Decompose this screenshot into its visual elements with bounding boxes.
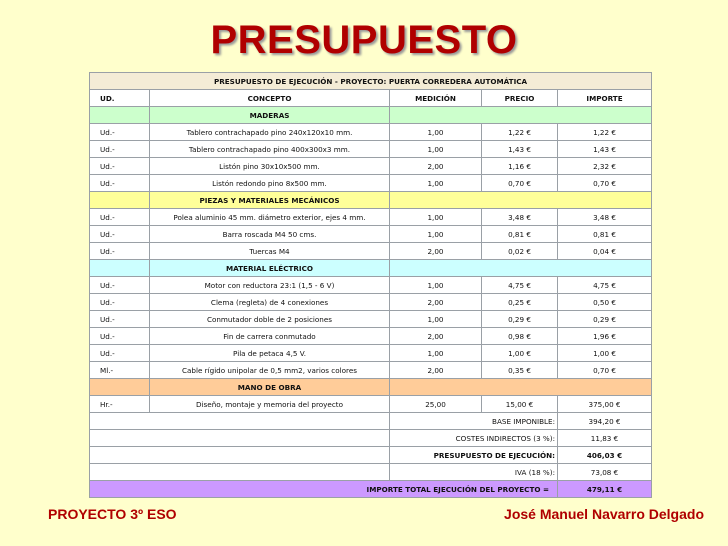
- cell-concept: Motor con reductora 23:1 (1,5 - 6 V): [150, 277, 390, 294]
- footer-project-label: PROYECTO 3º ESO: [48, 506, 177, 522]
- totals-label: PRESUPUESTO DE EJECUCIÓN:: [390, 447, 558, 464]
- totals-blank-cell: [90, 430, 390, 447]
- totals-label: COSTES INDIRECTOS (3 %):: [390, 430, 558, 447]
- cell-amount: 4,75 €: [558, 277, 652, 294]
- cell-quantity: 2,00: [390, 243, 482, 260]
- page-title-text: PRESUPUESTO: [210, 18, 518, 62]
- cell-quantity: 25,00: [390, 396, 482, 413]
- footer-author-name: José Manuel Navarro Delgado: [504, 506, 704, 522]
- cell-amount: 1,43 €: [558, 141, 652, 158]
- column-header-concepto: CONCEPTO: [150, 90, 390, 107]
- cell-amount: 0,29 €: [558, 311, 652, 328]
- cell-concept: Barra roscada M4 50 cms.: [150, 226, 390, 243]
- cell-quantity: 1,00: [390, 141, 482, 158]
- table-row: [90, 294, 652, 311]
- table-row: [90, 311, 652, 328]
- table-row: [90, 141, 652, 158]
- cell-quantity: 1,00: [390, 209, 482, 226]
- totals-blank-cell: [90, 447, 390, 464]
- cell-concept: Pila de petaca 4,5 V.: [150, 345, 390, 362]
- cell-price: 1,43 €: [482, 141, 558, 158]
- table-row: [90, 243, 652, 260]
- cell-quantity: 1,00: [390, 345, 482, 362]
- totals-value: 73,08 €: [558, 464, 652, 481]
- cell-quantity: 2,00: [390, 158, 482, 175]
- section-spacer-cell: [390, 260, 652, 277]
- totals-value: 11,83 €: [558, 430, 652, 447]
- cell-price: 0,29 €: [482, 311, 558, 328]
- cell-price: 0,35 €: [482, 362, 558, 379]
- cell-concept: Tablero contrachapado pino 400x300x3 mm.: [150, 141, 390, 158]
- totals-value: 406,03 €: [558, 447, 652, 464]
- section-label: MANO DE OBRA: [150, 379, 390, 396]
- section-label: PIEZAS Y MATERIALES MECÁNICOS: [150, 192, 390, 209]
- cell-amount: 0,70 €: [558, 362, 652, 379]
- table-header-title: PRESUPUESTO DE EJECUCIÓN - PROYECTO: PUERTA CORREDERA AUTOMÁTICA: [90, 73, 652, 90]
- cell-price: 15,00 €: [482, 396, 558, 413]
- cell-quantity: 2,00: [390, 294, 482, 311]
- table-column-headers: [90, 90, 652, 107]
- cell-unit: Ud.-: [90, 243, 150, 260]
- cell-unit: Ud.-: [90, 141, 150, 158]
- totals-row: [90, 430, 652, 447]
- cell-price: 0,25 €: [482, 294, 558, 311]
- grand-total-value: 479,11 €: [558, 481, 652, 498]
- budget-table-body: [90, 73, 652, 498]
- cell-amount: 0,81 €: [558, 226, 652, 243]
- cell-concept: Fin de carrera conmutado: [150, 328, 390, 345]
- cell-amount: 1,22 €: [558, 124, 652, 141]
- cell-unit: Hr.-: [90, 396, 150, 413]
- grand-total-label: IMPORTE TOTAL EJECUCIÓN DEL PROYECTO =: [90, 481, 558, 498]
- totals-row: [90, 413, 652, 430]
- section-header-row: [90, 192, 652, 209]
- section-spacer-cell: [390, 192, 652, 209]
- table-row: [90, 396, 652, 413]
- table-header-title-row: [90, 73, 652, 90]
- totals-label: IVA (18 %):: [390, 464, 558, 481]
- cell-unit: Ml.-: [90, 362, 150, 379]
- cell-quantity: 1,00: [390, 311, 482, 328]
- column-header-medicion: MEDICIÓN: [390, 90, 482, 107]
- cell-quantity: 1,00: [390, 175, 482, 192]
- cell-price: 0,98 €: [482, 328, 558, 345]
- cell-amount: 1,00 €: [558, 345, 652, 362]
- section-spacer-cell: [90, 107, 150, 124]
- table-row: [90, 345, 652, 362]
- cell-concept: Clema (regleta) de 4 conexiones: [150, 294, 390, 311]
- cell-quantity: 1,00: [390, 124, 482, 141]
- section-header-row: [90, 107, 652, 124]
- cell-amount: 2,32 €: [558, 158, 652, 175]
- cell-price: 3,48 €: [482, 209, 558, 226]
- cell-quantity: 2,00: [390, 362, 482, 379]
- cell-amount: 375,00 €: [558, 396, 652, 413]
- cell-price: 0,70 €: [482, 175, 558, 192]
- cell-unit: Ud.-: [90, 277, 150, 294]
- page-title: [0, 18, 728, 63]
- cell-amount: 3,48 €: [558, 209, 652, 226]
- totals-value: 394,20 €: [558, 413, 652, 430]
- cell-unit: Ud.-: [90, 209, 150, 226]
- cell-concept: Diseño, montaje y memoria del proyecto: [150, 396, 390, 413]
- cell-unit: Ud.-: [90, 158, 150, 175]
- table-row: [90, 362, 652, 379]
- cell-price: 0,81 €: [482, 226, 558, 243]
- section-spacer-cell: [90, 192, 150, 209]
- cell-unit: Ud.-: [90, 226, 150, 243]
- cell-unit: Ud.-: [90, 124, 150, 141]
- cell-price: 4,75 €: [482, 277, 558, 294]
- cell-unit: Ud.-: [90, 311, 150, 328]
- cell-quantity: 1,00: [390, 226, 482, 243]
- table-row: [90, 158, 652, 175]
- totals-label: BASE IMPONIBLE:: [390, 413, 558, 430]
- cell-quantity: 1,00: [390, 277, 482, 294]
- grand-total-row: [90, 481, 652, 498]
- cell-unit: Ud.-: [90, 175, 150, 192]
- section-header-row: [90, 260, 652, 277]
- cell-concept: Tuercas M4: [150, 243, 390, 260]
- cell-concept: Cable rígido unipolar de 0,5 mm2, varios colores: [150, 362, 390, 379]
- table-row: [90, 277, 652, 294]
- column-header-ud: UD.: [90, 90, 150, 107]
- cell-unit: Ud.-: [90, 294, 150, 311]
- totals-row: [90, 464, 652, 481]
- cell-amount: 0,04 €: [558, 243, 652, 260]
- cell-concept: Conmutador doble de 2 posiciones: [150, 311, 390, 328]
- cell-concept: Tablero contrachapado pino 240x120x10 mm.: [150, 124, 390, 141]
- section-spacer-cell: [90, 260, 150, 277]
- cell-quantity: 2,00: [390, 328, 482, 345]
- section-label: MATERIAL ELÉCTRICO: [150, 260, 390, 277]
- cell-price: 1,22 €: [482, 124, 558, 141]
- table-row: [90, 328, 652, 345]
- section-label: MADERAS: [150, 107, 390, 124]
- section-header-row: [90, 379, 652, 396]
- cell-amount: 1,96 €: [558, 328, 652, 345]
- cell-price: 0,02 €: [482, 243, 558, 260]
- budget-table: [89, 72, 652, 498]
- column-header-importe: IMPORTE: [558, 90, 652, 107]
- totals-row: [90, 447, 652, 464]
- cell-amount: 0,50 €: [558, 294, 652, 311]
- cell-concept: Polea aluminio 45 mm. diámetro exterior, ejes 4 mm.: [150, 209, 390, 226]
- cell-price: 1,16 €: [482, 158, 558, 175]
- cell-concept: Listón pino 30x10x500 mm.: [150, 158, 390, 175]
- table-row: [90, 124, 652, 141]
- column-header-precio: PRECIO: [482, 90, 558, 107]
- cell-unit: Ud.-: [90, 345, 150, 362]
- table-row: [90, 175, 652, 192]
- table-row: [90, 209, 652, 226]
- section-spacer-cell: [390, 379, 652, 396]
- table-row: [90, 226, 652, 243]
- totals-blank-cell: [90, 464, 390, 481]
- cell-amount: 0,70 €: [558, 175, 652, 192]
- totals-blank-cell: [90, 413, 390, 430]
- cell-concept: Listón redondo pino 8x500 mm.: [150, 175, 390, 192]
- section-spacer-cell: [390, 107, 652, 124]
- section-spacer-cell: [90, 379, 150, 396]
- cell-unit: Ud.-: [90, 328, 150, 345]
- cell-price: 1,00 €: [482, 345, 558, 362]
